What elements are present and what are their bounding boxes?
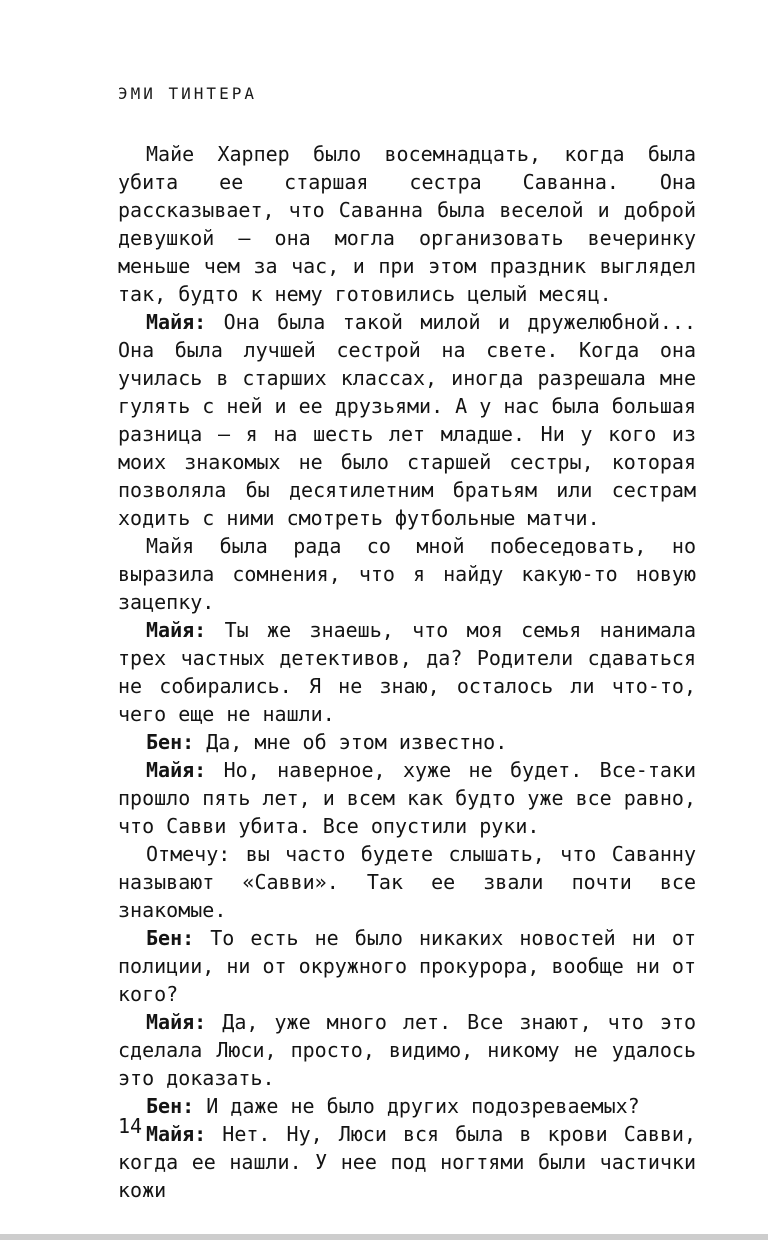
speaker-label: Майя: [146, 1122, 207, 1146]
paragraph: Бен: То есть не было никаких новостей ни от полиции, ни от окружного прокурора, вообще ни от кого? [118, 926, 696, 1006]
paragraph: Бен: Да, мне об этом известно. [146, 730, 508, 754]
running-header: ЭМИ ТИНТЕРА [118, 84, 257, 103]
paragraph: Майя: Но, наверное, хуже не будет. Все-таки прошло пять лет, и всем как будто уже все равно, что Савви убита. Все опустили руки. [118, 758, 696, 838]
page-number: 14 [118, 1114, 143, 1138]
speaker-label: Майя: [146, 758, 207, 782]
speaker-label: Майя: [146, 1010, 207, 1034]
paragraph: Отмечу: вы часто будете слышать, что Саванну называют «Савви». Так ее звали почти все знакомые. [118, 842, 696, 922]
page-bottom-edge [0, 1234, 768, 1240]
speaker-label: Бен: [146, 1094, 195, 1118]
speaker-label: Майя: [146, 310, 207, 334]
speaker-label: Бен: [146, 926, 195, 950]
paragraph: Майя: Да, уже много лет. Все знают, что это сделала Люси, просто, видимо, никому не удалось это доказать. [118, 1010, 696, 1090]
speaker-label: Майя: [146, 618, 207, 642]
paragraph: Майя: Она была такой милой и дружелюбной... Она была лучшей сестрой на свете. Когда она училась в старших классах, иногда разрешала мне гулять с ней и ее друзьями. А у нас была большая разница — я на шесть лет младше. Ни у кого из моих знакомых не было старшей сестры, которая позволяла бы десятилетним братьям или сестрам ходить с ними смотреть футбольные матчи. [118, 310, 696, 530]
page-body [118, 140, 696, 1204]
paragraph: Бен: И даже не было других подозреваемых? [146, 1094, 640, 1118]
paragraph: Майе Харпер было восемнадцать, когда была убита ее старшая сестра Саванна. Она рассказывает, что Саванна была веселой и доброй девушкой — она могла организовать вечеринку меньше чем за час, и при этом праздник выглядел так, будто к нему готовились целый месяц. [118, 142, 696, 306]
paragraph: Майя: Нет. Ну, Люси вся была в крови Савви, когда ее нашли. У нее под ногтями были частички кожи [118, 1122, 696, 1202]
paragraph: Майя: Ты же знаешь, что моя семья нанимала трех частных детективов, да? Родители сдаваться не собирались. Я не знаю, осталось ли что-то, чего еще не нашли. [118, 618, 696, 726]
speaker-label: Бен: [146, 730, 195, 754]
paragraph: Майя была рада со мной побеседовать, но выразила сомнения, что я найду какую-то новую зацепку. [118, 534, 696, 614]
